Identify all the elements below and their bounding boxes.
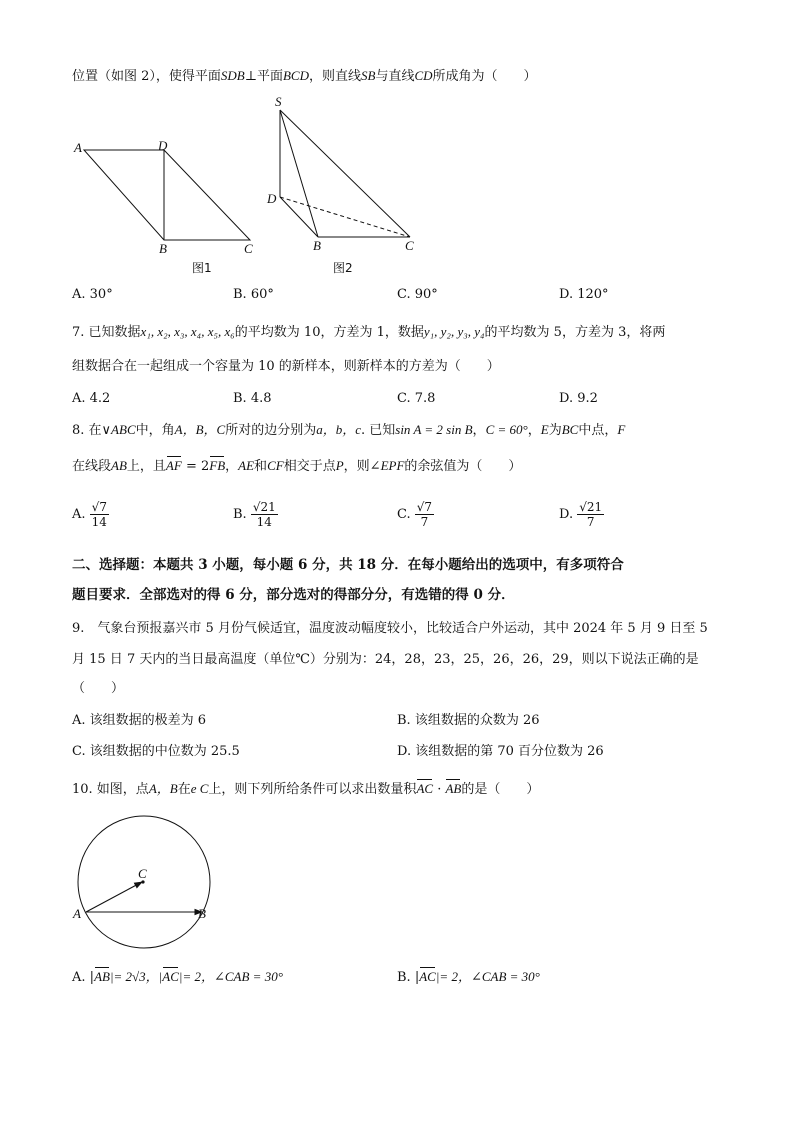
q7-option-d[interactable]: D. 9.2 bbox=[559, 391, 598, 406]
q9-stem-line2: 月 15 日 7 天内的当日最高温度（单位℃）分别为：24，28，23，25，26，26，29，则以下说法正确的是 bbox=[72, 652, 699, 667]
q6-figures bbox=[60, 90, 430, 280]
q8-option-a[interactable] bbox=[72, 500, 109, 529]
q6-line-cd: CD bbox=[414, 68, 433, 83]
q8-text-1: 8. 在 bbox=[72, 423, 102, 438]
q10-option-a-vector-ab: AB bbox=[94, 969, 110, 984]
q10-option-a-text-2: |= 2√3，| bbox=[109, 969, 163, 984]
q7-stem-line1 bbox=[72, 323, 665, 342]
q10-dot: · bbox=[433, 782, 446, 797]
q10-fig-label-c: C bbox=[138, 866, 147, 881]
q8-segment-bc: BC bbox=[561, 422, 579, 437]
q8-text-5: ， bbox=[472, 423, 486, 438]
q9-stem-line1: 9. 气象台预报嘉兴市 5 月份气候适宜，温度波动幅度较小，比较适合户外运动，其中 2024 年 5 月 9 日至 5 bbox=[72, 621, 708, 636]
q8-angle-epf: EPF bbox=[380, 458, 405, 473]
q8-text-12: 和 bbox=[254, 459, 268, 474]
q8-text-14: ，则∠ bbox=[343, 459, 381, 474]
q8-option-a-num: √7 bbox=[91, 500, 107, 514]
q10-text-3: 上，则下列所给条件可以求出数量积 bbox=[208, 782, 417, 797]
q10-option-a-label: A. bbox=[72, 970, 86, 985]
q6-text-1: 位置（如图 2），使得平面 bbox=[72, 69, 221, 84]
q8-text-2: 中，角 bbox=[135, 423, 175, 438]
q9-option-a[interactable]: A. 该组数据的极差为 6 bbox=[72, 713, 207, 728]
fig2-label-b: B bbox=[313, 238, 321, 253]
q10-option-b-text-2: |= 2，∠CAB = 30° bbox=[435, 969, 540, 984]
q8-option-c-den: 7 bbox=[420, 515, 429, 529]
q8-option-a-label: A. bbox=[72, 507, 86, 522]
q8-text-11: ， bbox=[225, 459, 239, 474]
fig2-label-s: S bbox=[275, 94, 282, 109]
fig2-label-c: C bbox=[405, 238, 414, 253]
q8-text-3: 所对的边分别为 bbox=[225, 423, 317, 438]
q8-segment-ab: AB bbox=[111, 458, 127, 473]
q8-condition-sin: sin A = 2 sin B bbox=[395, 422, 473, 437]
q10-circle-figure bbox=[62, 815, 232, 955]
q10-option-a[interactable] bbox=[72, 968, 283, 987]
q8-option-b-label: B. bbox=[233, 507, 247, 522]
q8-option-d-den: 7 bbox=[586, 515, 595, 529]
q8-stem-line2 bbox=[72, 457, 521, 476]
q8-text-8: 中点， bbox=[578, 423, 618, 438]
q8-text-eq: = 2 bbox=[181, 459, 210, 474]
q8-option-b[interactable] bbox=[233, 500, 278, 529]
q6-text-3: ，则直线 bbox=[308, 69, 361, 84]
q8-vector-af: AF bbox=[165, 458, 182, 473]
fig1-label-d: D bbox=[158, 138, 168, 153]
q8-angles: A，B，C bbox=[174, 422, 226, 437]
q8-option-d-fraction bbox=[577, 500, 604, 529]
q7-text-3: 的平均数为 5，方差为 3，将两 bbox=[484, 325, 666, 340]
q10-stem bbox=[72, 780, 539, 799]
q10-option-b-vector-ac: AC bbox=[419, 969, 436, 984]
q10-circle: e C bbox=[190, 781, 209, 796]
q8-option-d-num: √21 bbox=[579, 500, 603, 514]
fig2-label-d: D bbox=[267, 191, 277, 206]
q8-option-b-den: 14 bbox=[256, 515, 272, 529]
q7-option-c[interactable]: C. 7.8 bbox=[397, 391, 436, 406]
q8-text-13: 相交于点 bbox=[283, 459, 336, 474]
q6-plane-sdb: SDB bbox=[220, 68, 245, 83]
q8-stem-line1 bbox=[72, 421, 625, 440]
q8-text-6: ， bbox=[527, 423, 541, 438]
fig1-label-b: B bbox=[159, 241, 167, 256]
q10-points: A，B bbox=[148, 781, 178, 796]
q8-text-9: 在线段 bbox=[72, 459, 112, 474]
q8-text-10: 上，且 bbox=[126, 459, 166, 474]
q10-option-a-text-1: | bbox=[89, 970, 95, 985]
q8-option-c-label: C. bbox=[397, 507, 411, 522]
q8-segment-cf: CF bbox=[267, 458, 284, 473]
q8-point-p: P bbox=[335, 458, 344, 473]
q8-condition-angle: C = 60° bbox=[485, 422, 528, 437]
q6-text-5: 所成角为（ ） bbox=[432, 69, 537, 84]
q9-option-c[interactable]: C. 该组数据的中位数为 25.5 bbox=[72, 744, 240, 759]
q8-text-4: . 已知 bbox=[361, 423, 396, 438]
q8-triangle: ∨ABC bbox=[101, 422, 136, 437]
q9-option-d[interactable]: D. 该组数据的第 70 百分位数为 26 bbox=[397, 744, 604, 759]
q6-stem bbox=[72, 67, 537, 86]
q6-text-4: 与直线 bbox=[375, 69, 415, 84]
q8-vector-fb: FB bbox=[209, 458, 226, 473]
fig1-caption: 图1 bbox=[192, 261, 212, 275]
q7-x-data: x₁, x₂, x₃, x₄, x₅, x₆ bbox=[140, 324, 235, 339]
q9-option-b[interactable]: B. 该组数据的众数为 26 bbox=[397, 713, 540, 728]
q8-option-d[interactable] bbox=[559, 500, 604, 529]
figure-2 bbox=[266, 94, 414, 275]
q8-option-b-fraction bbox=[251, 500, 278, 529]
q8-point-f: F bbox=[617, 422, 626, 437]
q6-option-c[interactable]: C. 90° bbox=[397, 287, 438, 302]
q10-option-b[interactable] bbox=[397, 968, 540, 987]
q7-option-a[interactable]: A. 4.2 bbox=[72, 391, 111, 406]
q6-plane-bcd: BCD bbox=[282, 68, 309, 83]
q8-option-d-label: D. bbox=[559, 507, 574, 522]
q8-option-a-fraction bbox=[90, 500, 109, 529]
section-2-heading-line1: 二、选择题：本题共 3 小题，每小题 6 分，共 18 分．在每小题给出的选项中，有多项符合 bbox=[72, 557, 624, 573]
q10-option-a-text-3: |= 2，∠CAB = 30° bbox=[178, 969, 283, 984]
q8-option-c-num: √7 bbox=[416, 500, 433, 514]
q8-option-c-fraction bbox=[415, 500, 434, 529]
fig1-label-a: A bbox=[74, 140, 82, 155]
q10-text-4: 的是（ ） bbox=[461, 782, 540, 797]
q10-fig-label-a: A bbox=[73, 906, 81, 921]
q7-text-2: 的平均数为 10，方差为 1，数据 bbox=[234, 325, 424, 340]
q6-text-2: ⊥平面 bbox=[244, 69, 283, 84]
fig1-label-c: C bbox=[244, 241, 253, 256]
q8-option-a-den: 14 bbox=[91, 515, 107, 529]
q6-line-sb: SB bbox=[361, 68, 376, 83]
q6-option-d[interactable]: D. 120° bbox=[559, 287, 609, 302]
q8-text-15: 的余弦值为（ ） bbox=[404, 459, 522, 474]
q10-text-1: 10. 如图，点 bbox=[72, 782, 149, 797]
q8-sides: a，b，c bbox=[316, 422, 361, 437]
q7-text-1: 7. 已知数据 bbox=[72, 325, 141, 340]
q10-option-a-vector-ac: AC bbox=[162, 969, 179, 984]
figure-1 bbox=[73, 138, 253, 275]
section-2-heading-line2: 题目要求．全部选对的得 6 分，部分选对的得部分分，有选错的得 0 分． bbox=[72, 587, 515, 603]
q8-point-e: E bbox=[540, 422, 549, 437]
q10-option-b-text-1: | bbox=[414, 970, 420, 985]
fig2-caption: 图2 bbox=[333, 261, 353, 275]
q9-stem-line3: （ ） bbox=[72, 681, 125, 696]
q7-y-data: y₁, y₂, y₃, y₄ bbox=[423, 324, 485, 339]
q10-vector-ac: AC bbox=[416, 781, 434, 796]
q10-text-2: 在 bbox=[177, 782, 191, 797]
q8-option-b-num: √21 bbox=[252, 500, 276, 514]
q6-option-a[interactable]: A. 30° bbox=[72, 287, 113, 302]
q10-option-b-label: B. bbox=[397, 970, 411, 985]
q8-segment-ae: AE bbox=[238, 458, 255, 473]
q6-option-b[interactable]: B. 60° bbox=[233, 287, 274, 302]
q10-fig-label-b: B bbox=[198, 906, 206, 921]
q8-text-7: 为 bbox=[548, 423, 562, 438]
q7-stem-line2: 组数据合在一起组成一个容量为 10 的新样本，则新样本的方差为（ ） bbox=[72, 359, 500, 374]
q8-option-c[interactable] bbox=[397, 500, 434, 529]
q7-option-b[interactable]: B. 4.8 bbox=[233, 391, 272, 406]
q10-vector-ab: AB bbox=[445, 781, 462, 796]
